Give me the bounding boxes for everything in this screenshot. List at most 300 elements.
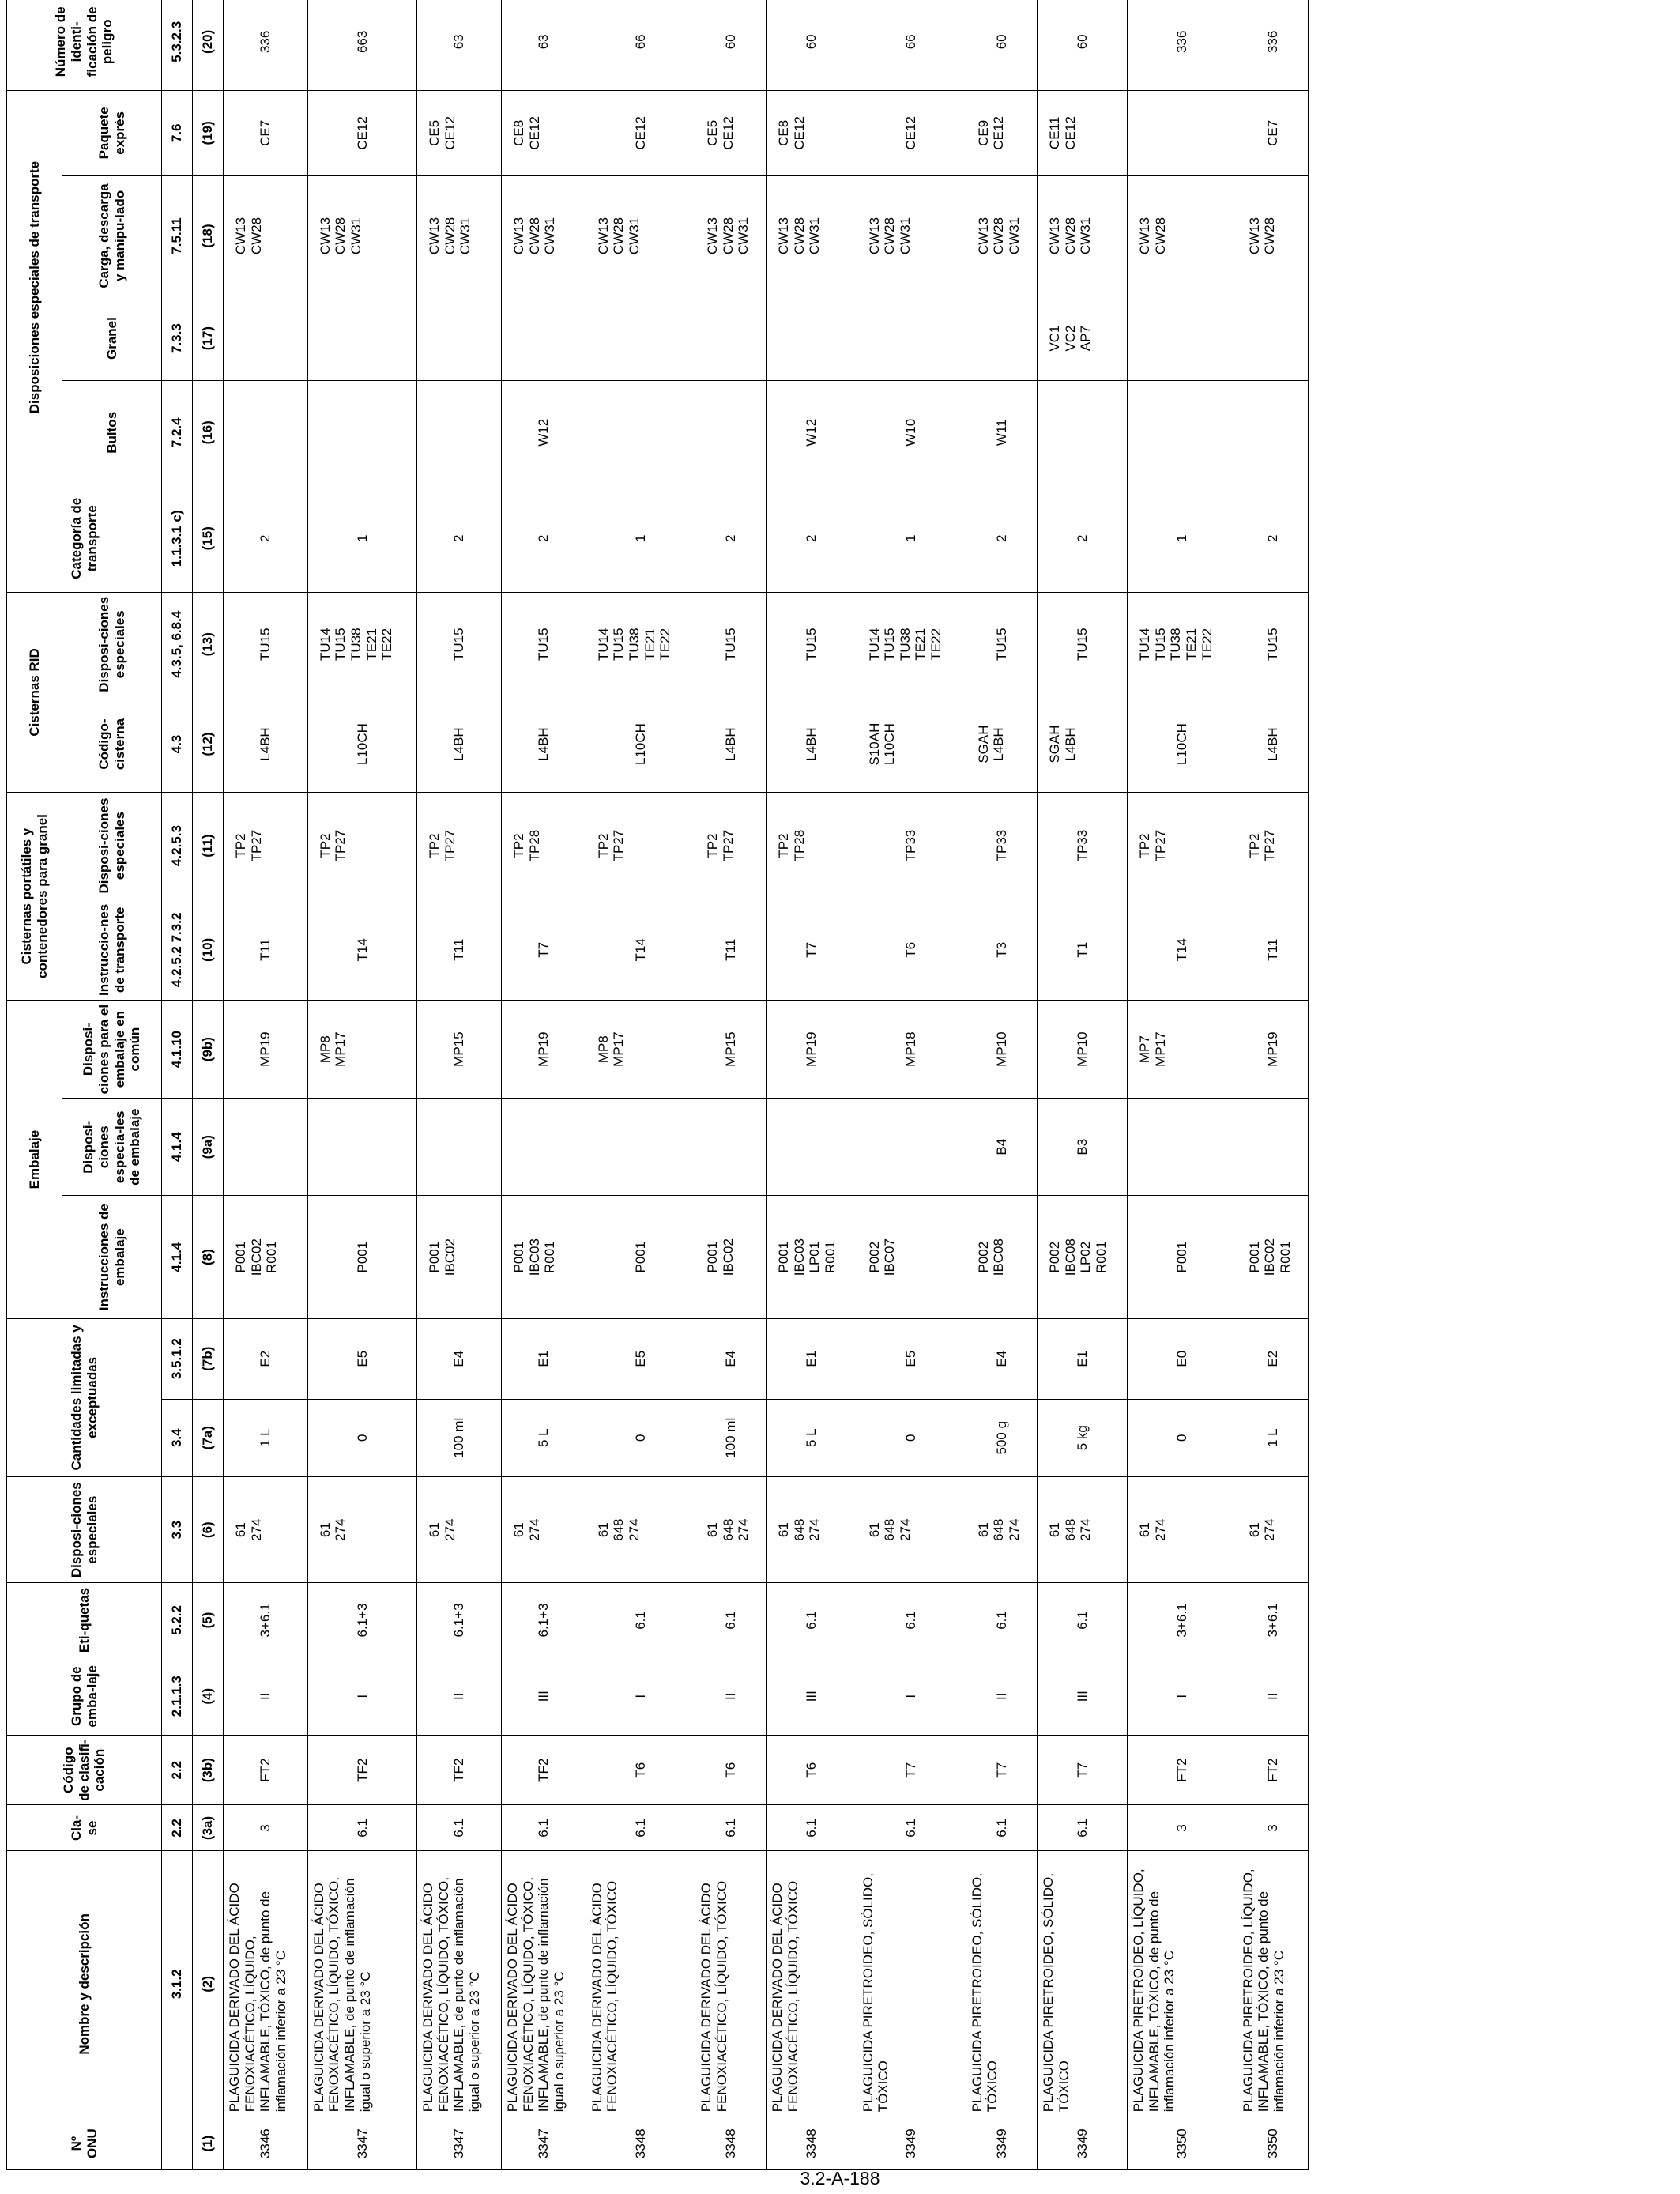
data-cell [417,381,502,484]
un-number-cell: 3347 [307,2117,416,2170]
data-cell: FT2 [224,1735,308,1805]
data-cell: TU14 TU15 TU38 TE21 TE22 [586,593,695,696]
data-cell: T14 [586,899,695,1001]
data-cell: L10CH [307,696,416,792]
data-cell: 61 274 [1237,1476,1308,1583]
data-cell [307,1098,416,1196]
data-cell: E5 [307,1318,416,1399]
column-number-cell: (10) [193,899,224,1001]
reference-cell: 4.1.4 [162,1196,193,1318]
data-cell [586,296,695,381]
data-cell: TP33 [1038,792,1128,899]
header-packing-group: Grupo de emba-laje [7,1657,162,1735]
data-cell: 500 g [966,1399,1037,1476]
data-cell: L4BH [1237,696,1308,792]
data-cell: L4BH [695,696,767,792]
data-cell: L10CH [1128,696,1237,792]
page-number: 3.2-A-188 [800,2168,880,2188]
reference-row [162,0,193,2170]
data-cell: 6.1 [857,1805,966,1851]
data-cell: P001 IBC03 R001 [502,1196,586,1318]
data-cell: MP19 [767,1001,857,1099]
data-cell: I [586,1657,695,1735]
data-cell: MP8 MP17 [586,1001,695,1099]
data-cell: CE12 [307,90,416,175]
reference-cell: 3.3 [162,1476,193,1583]
data-cell: P001 [307,1196,416,1318]
data-cell [1128,90,1237,175]
data-cell: 61 274 [224,1476,308,1583]
reference-cell: 4.1.10 [162,1001,193,1099]
header-special-packing: Disposi-ciones especia-les de embalaje [62,1098,162,1196]
data-cell: 6.1 [1038,1583,1128,1657]
header-packaging: Embalaje [7,1001,62,1318]
data-cell: TU15 [767,593,857,696]
un-number-cell: 3350 [1128,2117,1237,2170]
data-cell: II [417,1657,502,1735]
name-cell: PLAGUICIDA DERIVADO DEL ÁCIDO FENOXIACÉTICO, LÍQUIDO, TÓXICO [767,1851,857,2117]
column-number-cell: (1) [193,2117,224,2170]
data-cell: 6.1 [1038,1805,1128,1851]
data-cell: T7 [502,899,586,1001]
data-cell: CE5 CE12 [695,90,767,175]
reference-cell: 5.2.2 [162,1583,193,1657]
data-cell: 5 L [767,1399,857,1476]
data-cell: T6 [767,1735,857,1805]
data-cell [417,296,502,381]
table-row [857,0,966,2170]
data-cell: T1 [1038,899,1128,1001]
data-cell: E0 [1128,1318,1237,1399]
data-cell: 6.1 [417,1805,502,1851]
data-cell: P002 IBC08 LP02 R001 [1038,1196,1128,1318]
data-cell: L10CH [586,696,695,792]
data-cell [586,381,695,484]
column-number-cell: (12) [193,696,224,792]
data-cell: L4BH [767,696,857,792]
data-cell: CE7 [1237,90,1308,175]
data-cell: 63 [502,0,586,90]
data-cell: MP10 [1038,1001,1128,1099]
data-cell: CE8 CE12 [502,90,586,175]
data-cell [224,296,308,381]
data-cell [307,381,416,484]
data-cell: T6 [695,1735,767,1805]
reference-cell: 4.3.5, 6.8.4 [162,593,193,696]
column-number-cell: (15) [193,484,224,593]
data-cell [695,1098,767,1196]
table-body [224,0,1309,2170]
data-cell [1128,296,1237,381]
data-cell: SGAH L4BH [966,696,1037,792]
data-cell: 6.1 [695,1805,767,1851]
data-cell: 3+6.1 [1128,1583,1237,1657]
reference-cell: 1.1.3.1 c) [162,484,193,593]
data-cell: CW13 CW28 CW31 [1038,175,1128,296]
data-cell [857,1098,966,1196]
data-cell: T7 [857,1735,966,1805]
data-cell [224,1098,308,1196]
data-cell: 2 [767,484,857,593]
data-cell: 0 [857,1399,966,1476]
data-cell: TP2 TP28 [767,792,857,899]
data-cell: P001 IBC02 [417,1196,502,1318]
data-cell [767,1098,857,1196]
data-cell: 2 [1038,484,1128,593]
data-cell [307,296,416,381]
data-cell [224,381,308,484]
data-cell: CE7 [224,90,308,175]
data-cell: TU14 TU15 TU38 TE21 TE22 [307,593,416,696]
data-cell: W12 [502,381,586,484]
data-cell: 63 [417,0,502,90]
data-cell: T3 [966,899,1037,1001]
data-cell: 100 ml [417,1399,502,1476]
data-cell [1128,381,1237,484]
un-number-cell: 3350 [1237,2117,1308,2170]
data-cell: P001 IBC02 R001 [1237,1196,1308,1318]
data-cell: MP19 [1237,1001,1308,1099]
name-cell: PLAGUICIDA DERIVADO DEL ÁCIDO FENOXIACÉTICO, LÍQUIDO, TÓXICO [586,1851,695,2117]
data-cell: T6 [586,1735,695,1805]
column-number-cell: (13) [193,593,224,696]
data-cell: 0 [1128,1399,1237,1476]
data-cell: 2 [1237,484,1308,593]
reference-cell: 2.2 [162,1735,193,1805]
dangerous-goods-table [6,0,1309,2170]
data-cell: W12 [767,381,857,484]
data-cell: III [767,1657,857,1735]
data-cell: 61 274 [1128,1476,1237,1583]
column-number-cell: (11) [193,792,224,899]
data-cell: T6 [857,899,966,1001]
reference-cell: 7.2.4 [162,381,193,484]
data-cell: TP2 TP27 [417,792,502,899]
column-number-cell: (2) [193,1851,224,2117]
un-number-cell: 3349 [966,2117,1037,2170]
data-cell: T11 [417,899,502,1001]
column-number-cell: (20) [193,0,224,90]
data-cell: CW13 CW28 CW31 [417,175,502,296]
name-cell: PLAGUICIDA DERIVADO DEL ÁCIDO FENOXIACÉTICO, LÍQUIDO, TÓXICO, INFLAMABLE, de punto de inflamación igual o superior a 23 °C [502,1851,586,2117]
table-row [307,0,416,2170]
data-cell: III [1038,1657,1128,1735]
un-number-cell: 3347 [417,2117,502,2170]
un-number-cell: 3349 [857,2117,966,2170]
data-cell: I [307,1657,416,1735]
data-cell: 61 648 274 [586,1476,695,1583]
data-cell: 6.1 [857,1583,966,1657]
header-class: Cla-se [7,1805,162,1851]
un-number-cell: 3349 [1038,2117,1128,2170]
name-cell: PLAGUICIDA DERIVADO DEL ÁCIDO FENOXIACÉTICO, LÍQUIDO, INFLAMABLE, TÓXICO, de punto de inflamación inferior a 23 °C [224,1851,308,2117]
reference-cell: 2.2 [162,1805,193,1851]
data-cell: MP15 [695,1001,767,1099]
data-cell: 3 [224,1805,308,1851]
data-cell [586,1098,695,1196]
column-number-cell: (4) [193,1657,224,1735]
data-cell: TU14 TU15 TU38 TE21 TE22 [1128,593,1237,696]
data-cell: T11 [1237,899,1308,1001]
data-cell: 61 648 274 [695,1476,767,1583]
data-cell: CW13 CW28 CW31 [502,175,586,296]
data-cell: 3 [1128,1805,1237,1851]
data-cell: 336 [1237,0,1308,90]
data-cell: TU15 [224,593,308,696]
data-cell: 6.1+3 [502,1583,586,1657]
data-cell: II [224,1657,308,1735]
data-cell: 6.1 [767,1583,857,1657]
data-cell: E5 [857,1318,966,1399]
data-cell: TF2 [307,1735,416,1805]
un-number-cell: 3346 [224,2117,308,2170]
data-cell: T11 [695,899,767,1001]
data-cell: MP19 [502,1001,586,1099]
data-cell: 5 kg [1038,1399,1128,1476]
data-cell: TP33 [966,792,1037,899]
column-number-cell: (19) [193,90,224,175]
data-cell: 1 [307,484,416,593]
data-cell: 6.1 [966,1805,1037,1851]
column-number-cell: (9b) [193,1001,224,1099]
data-cell: MP10 [966,1001,1037,1099]
header-tank-special: Disposi-ciones especiales [62,792,162,899]
data-cell: TP2 TP27 [224,792,308,899]
data-cell: 1 L [1237,1399,1308,1476]
data-cell: E1 [1038,1318,1128,1399]
data-cell: 1 L [224,1399,308,1476]
header-labels: Eti-quetas [7,1583,162,1657]
data-cell [1128,1098,1237,1196]
data-cell: 6.1 [586,1805,695,1851]
data-cell: E2 [1237,1318,1308,1399]
un-number-cell: 3347 [502,2117,586,2170]
data-cell: W11 [966,381,1037,484]
data-cell: I [1128,1657,1237,1735]
data-cell: CW13 CW28 CW31 [966,175,1037,296]
data-cell: CE12 [857,90,966,175]
data-cell: TU15 [966,593,1037,696]
data-cell: P002 IBC08 [966,1196,1037,1318]
data-cell: 2 [695,484,767,593]
table-row [966,0,1037,2170]
header-name: Nombre y descripción [7,1851,162,2117]
data-cell: 2 [502,484,586,593]
data-cell: CE9 CE12 [966,90,1037,175]
data-cell: E2 [224,1318,308,1399]
data-cell: T7 [1038,1735,1128,1805]
reference-cell: 3.5.1.2 [162,1318,193,1399]
table-row [417,0,502,2170]
data-cell: CW13 CW28 [1128,175,1237,296]
data-cell: T14 [1128,899,1237,1001]
header-mixed-packing: Disposi-ciones para el embalaje en común [62,1001,162,1099]
reference-cell [162,2117,193,2170]
data-cell [502,1098,586,1196]
data-cell: E1 [502,1318,586,1399]
data-cell: TP2 TP27 [586,792,695,899]
data-cell: TF2 [502,1735,586,1805]
data-cell: 60 [1038,0,1128,90]
data-cell: L4BH [224,696,308,792]
column-number-cell: (17) [193,296,224,381]
data-cell: E4 [966,1318,1037,1399]
data-cell: 2 [966,484,1037,593]
data-cell: TP2 TP27 [1128,792,1237,899]
data-cell: E1 [767,1318,857,1399]
table-row [1038,0,1128,2170]
reference-cell: 5.3.2.3 [162,0,193,90]
data-cell [695,296,767,381]
data-cell: 61 274 [417,1476,502,1583]
table-row [224,0,308,2170]
data-cell: 61 274 [307,1476,416,1583]
reference-cell: 4.2.5.2 7.3.2 [162,899,193,1001]
data-cell [767,296,857,381]
data-cell: 60 [767,0,857,90]
data-cell: 6.1 [502,1805,586,1851]
column-number-cell: (6) [193,1476,224,1583]
data-cell [1237,1098,1308,1196]
data-cell: T7 [966,1735,1037,1805]
data-cell: MP7 MP17 [1128,1001,1237,1099]
data-cell: CE11 CE12 [1038,90,1128,175]
data-cell: E5 [586,1318,695,1399]
data-cell [502,296,586,381]
data-cell: TP2 TP27 [307,792,416,899]
name-cell: PLAGUICIDA PIRETROIDEO, SÓLIDO, TÓXICO [857,1851,966,2117]
header-limited-quantities: Cantidades limitadas y exceptuadas [7,1318,162,1476]
data-cell: CW13 CW28 CW31 [586,175,695,296]
data-cell: TU15 [1038,593,1128,696]
data-cell: FT2 [1237,1735,1308,1805]
header-packages: Bultos [62,381,162,484]
data-cell: II [1237,1657,1308,1735]
data-cell: TU14 TU15 TU38 TE21 TE22 [857,593,966,696]
table-row [586,0,695,2170]
name-cell: PLAGUICIDA DERIVADO DEL ÁCIDO FENOXIACÉTICO, LÍQUIDO, TÓXICO [695,1851,767,2117]
data-cell: CW13 CW28 CW31 [767,175,857,296]
header-tank-instructions: Instruccio-nes de transporte [62,899,162,1001]
data-cell: 6.1 [695,1583,767,1657]
data-cell: CW13 CW28 CW31 [307,175,416,296]
data-cell: 5 L [502,1399,586,1476]
data-cell: 1 [586,484,695,593]
header-rid-tanks: Cisternas RID [7,593,62,793]
data-cell: CE5 CE12 [417,90,502,175]
un-number-cell: 3348 [586,2117,695,2170]
table-row [1128,0,1237,2170]
reference-cell: 2.1.1.3 [162,1657,193,1735]
data-cell: 66 [586,0,695,90]
reference-cell: 7.3.3 [162,296,193,381]
data-cell: 66 [857,0,966,90]
data-cell: VC1 VC2 AP7 [1038,296,1128,381]
column-number-row [193,0,224,2170]
header-portable-tanks: Cisternas portátiles y contenedores para granel [7,792,62,1001]
name-cell: PLAGUICIDA DERIVADO DEL ÁCIDO FENOXIACÉTICO, LÍQUIDO, TÓXICO, INFLAMABLE, de punto de inflamación igual o superior a 23 °C [307,1851,416,2117]
data-cell: CW13 CW28 CW31 [857,175,966,296]
table-row [767,0,857,2170]
data-cell: 3 [1237,1805,1308,1851]
data-cell: P001 [1128,1196,1237,1318]
data-cell: III [502,1657,586,1735]
header-hazard-id: Número de identi-ficación de peligro [7,0,162,90]
header-un-number: Nº ONU [7,2117,162,2170]
data-cell: 0 [307,1399,416,1476]
reference-cell: 3.1.2 [162,1851,193,2117]
data-cell: II [966,1657,1037,1735]
column-number-cell: (7b) [193,1318,224,1399]
reference-cell: 4.2.5.3 [162,792,193,899]
data-cell: 6.1 [307,1805,416,1851]
data-cell: T11 [224,899,308,1001]
data-cell: P001 IBC02 R001 [224,1196,308,1318]
data-cell: B3 [1038,1098,1128,1196]
data-cell: S10AH L10CH [857,696,966,792]
name-cell: PLAGUICIDA PIRETROIDEO, LÍQUIDO, INFLAMABLE, TÓXICO, de punto de inflamación inferior a 23 °C [1128,1851,1237,2117]
data-cell: 2 [417,484,502,593]
header-loading: Carga, descarga y manipu-lado [62,175,162,296]
header-packing-instructions: Instrucciones de embalaje [62,1196,162,1318]
data-cell: SGAH L4BH [1038,696,1128,792]
column-number-cell: (18) [193,175,224,296]
header-rid-special: Disposi-ciones especiales [62,593,162,696]
data-cell: CW13 CW28 [224,175,308,296]
data-cell: TP2 TP27 [1237,792,1308,899]
data-cell: MP19 [224,1001,308,1099]
data-cell: E4 [417,1318,502,1399]
data-cell: P002 IBC07 [857,1196,966,1318]
data-cell: MP18 [857,1001,966,1099]
data-cell: CW13 CW28 [1237,175,1308,296]
data-cell: TU15 [502,593,586,696]
name-cell: PLAGUICIDA DERIVADO DEL ÁCIDO FENOXIACÉTICO, LÍQUIDO, TÓXICO, INFLAMABLE, de punto de inflamación igual o superior a 23 °C [417,1851,502,2117]
data-cell: TU15 [1237,593,1308,696]
data-cell: 6.1+3 [417,1583,502,1657]
data-cell: L4BH [417,696,502,792]
data-cell: T7 [767,899,857,1001]
data-cell: 663 [307,0,416,90]
data-cell: W10 [857,381,966,484]
data-cell: II [695,1657,767,1735]
name-cell: PLAGUICIDA PIRETROIDEO, SÓLIDO, TÓXICO [966,1851,1037,2117]
data-cell: 336 [224,0,308,90]
data-cell: P001 IBC03 LP01 R001 [767,1196,857,1318]
column-number-cell: (5) [193,1583,224,1657]
data-cell: CW13 CW28 CW31 [695,175,767,296]
data-cell: 60 [966,0,1037,90]
data-cell [857,296,966,381]
data-cell: 61 648 274 [1038,1476,1128,1583]
column-number-cell: (7a) [193,1399,224,1476]
reference-cell: 4.1.4 [162,1098,193,1196]
data-cell: CE12 [586,90,695,175]
data-cell: 100 ml [695,1399,767,1476]
data-cell [1237,381,1308,484]
data-cell: 6.1 [767,1805,857,1851]
name-cell: PLAGUICIDA PIRETROIDEO, LÍQUIDO, INFLAMABLE, TÓXICO, de punto de inflamación inferior a 23 °C [1237,1851,1308,2117]
data-cell: 6.1+3 [307,1583,416,1657]
data-cell: MP15 [417,1001,502,1099]
data-cell: 0 [586,1399,695,1476]
data-cell: B4 [966,1098,1037,1196]
data-cell: I [857,1657,966,1735]
column-number-cell: (16) [193,381,224,484]
data-cell: TU15 [695,593,767,696]
reference-cell: 7.6 [162,90,193,175]
reference-cell: 7.5.11 [162,175,193,296]
